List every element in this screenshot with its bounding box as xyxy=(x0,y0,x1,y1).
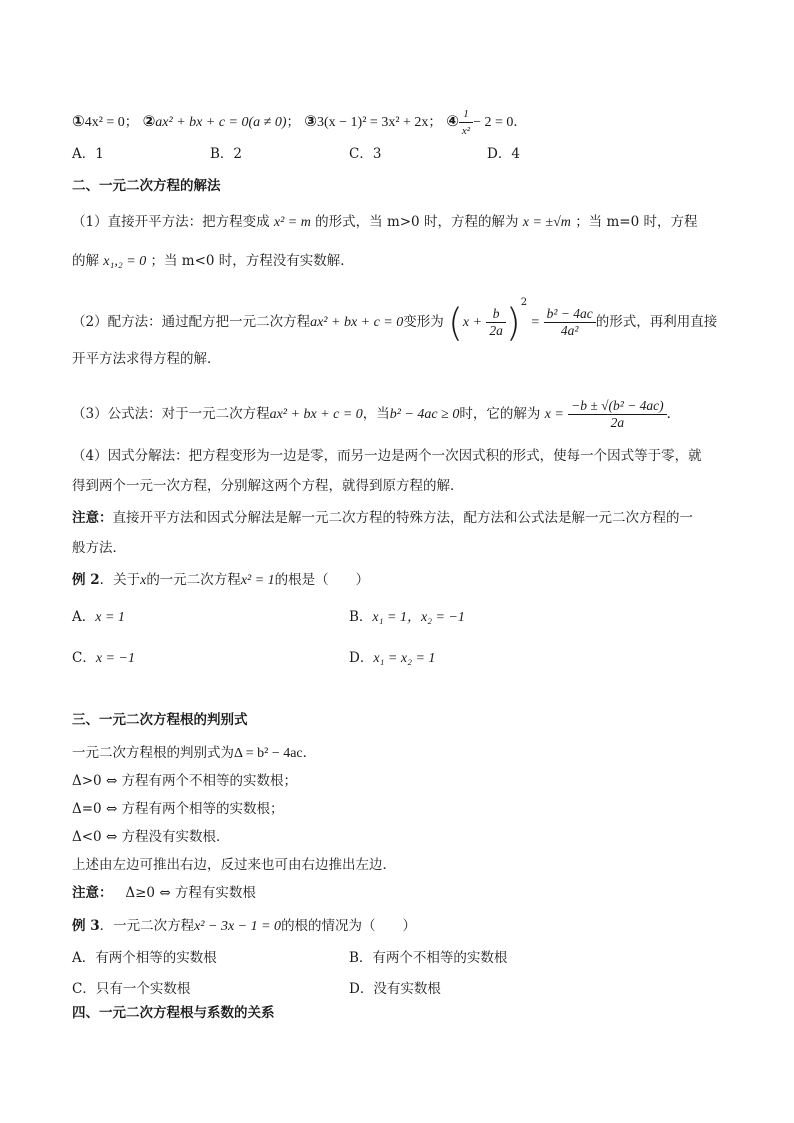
example3-option-c[interactable]: C．只有一个实数根 xyxy=(72,981,191,997)
method1-line1 xyxy=(72,212,697,233)
method3-condition: b² − 4ac ≥ 0 xyxy=(389,407,460,422)
example3-equation: x² − 3x − 1 = 0 xyxy=(194,919,282,934)
method2-text-b: 变形为 xyxy=(403,314,444,330)
q1-item2-equation: ax² + bx + c = 0(a ≠ 0) xyxy=(155,115,287,130)
q1-end: ． xyxy=(513,114,527,130)
q1-option-c[interactable]: C．3 xyxy=(349,146,382,162)
q1-option-a[interactable]: A．1 xyxy=(72,146,104,162)
method3-text-c: 时，它的解为 xyxy=(459,406,541,422)
method3-end: ． xyxy=(666,406,681,422)
example2-equation: x² = 1 xyxy=(240,573,275,588)
square-exponent: 2 xyxy=(520,296,528,308)
fraction-numerator: b xyxy=(486,306,506,323)
option-value: x₁ = x₂ = 1 xyxy=(373,651,436,666)
fraction-numerator: −b ± √(b² − 4ac) xyxy=(568,398,667,415)
method3-text-b: ，当 xyxy=(362,406,390,422)
q1-option-b[interactable]: B．2 xyxy=(210,146,243,162)
q1-separator: ； xyxy=(124,114,139,130)
example3-option-a[interactable]: A．有两个相等的实数根 xyxy=(72,950,217,966)
example2-text-c: 的根是（ ） xyxy=(274,572,370,588)
example3-text-a: ．一元二次方程 xyxy=(99,918,195,934)
method2-text-a: （2）配方法：通过配方把一元二次方程 xyxy=(72,314,311,330)
fraction-numerator: b² − 4ac xyxy=(544,306,596,323)
q1-separator: ； xyxy=(286,114,300,130)
note-text-a: 直接开平方法和因式分解法是解一元二次方程的特殊方法，配方法和公式法是解一元二次方程的一 xyxy=(112,510,693,526)
q1-item4-numerator: 1 xyxy=(459,106,473,123)
q1-item3-equation: 3(x − 1)² = 3x² + 2x xyxy=(317,115,429,130)
q1-item1-equation: 4x² = 0 xyxy=(84,115,125,130)
method4-line1: （4）因式分解法：把方程变形为一边是零，而另一边是两个一次因式积的形式，使每一个因式等于零，就 xyxy=(72,448,702,464)
q1-item4-rest: − 2 = 0 xyxy=(473,115,514,130)
method2-line2: 开平方法求得方程的解． xyxy=(72,351,221,367)
q1-item4-denominator: x² xyxy=(461,125,471,137)
method3-text-a: （3）公式法：对于一元二次方程 xyxy=(72,406,270,422)
right-paren: ) xyxy=(505,300,521,345)
discriminant-text: 一元二次方程根的判别式为 xyxy=(72,745,234,761)
method1-text-c: ；当 m=0 时，方程 xyxy=(575,214,698,230)
method1-solution: x = ±√m xyxy=(522,215,571,230)
q1-item2-number: ② xyxy=(142,112,156,130)
example3-label: 例 3 xyxy=(72,918,100,934)
q1-items xyxy=(72,106,527,139)
method4-line2: 得到两个一元一次方程，分别解这两个方程，就得到原方程的解． xyxy=(72,478,464,494)
method1-equation: x² = m xyxy=(273,215,311,230)
note-text: Δ≥0 ⇔ 方程有实数根 xyxy=(125,885,256,901)
method2-x-term: x + xyxy=(462,315,483,330)
note-label: 注意： xyxy=(72,885,113,901)
fraction-denominator: 4a² xyxy=(560,323,579,338)
method2-b-over-2a xyxy=(486,306,506,339)
quadratic-formula xyxy=(568,398,667,431)
example2-option-a[interactable] xyxy=(72,607,125,628)
q1-item1-number: ① xyxy=(72,112,85,130)
method1-text-e: ；当 m<0 时，方程没有实数解． xyxy=(150,253,354,269)
example2-option-b[interactable] xyxy=(349,607,465,628)
option-value: x = −1 xyxy=(95,651,135,666)
section4-title: 四、一元二次方程根与系数的关系 xyxy=(72,1005,275,1021)
left-paren: ( xyxy=(448,300,463,345)
method2-text-c: 的形式，再利用直接 xyxy=(595,314,718,330)
q1-item3-number: ③ xyxy=(304,112,317,130)
example3-stem xyxy=(72,916,416,937)
example2-var: x xyxy=(140,573,147,588)
example2-option-d[interactable] xyxy=(349,648,435,669)
section2-title: 二、一元二次方程的解法 xyxy=(72,178,221,194)
method3-equation: ax² + bx + c = 0 xyxy=(269,407,363,422)
q1-option-d[interactable]: D．4 xyxy=(487,146,520,162)
section3-line5: 上述由左边可推出右边，反过来也可由右边推出左边． xyxy=(72,857,396,873)
example2-option-c[interactable] xyxy=(72,648,135,669)
q1-separator: ； xyxy=(428,114,442,130)
section3-line1 xyxy=(72,743,316,764)
q1-item4-fraction xyxy=(459,106,473,139)
option-label: D． xyxy=(349,650,374,666)
option-label: C． xyxy=(72,650,96,666)
example3-text-b: 的根的情况为（ ） xyxy=(281,918,417,934)
discriminant-formula: Δ = b² − 4ac xyxy=(234,746,303,761)
method1-line2 xyxy=(72,251,354,272)
method1-text-b: 的形式，当 m>0 时，方程的解为 xyxy=(315,214,519,230)
example3-option-b[interactable]: B．有两个不相等的实数根 xyxy=(349,950,508,966)
discriminant-end: ． xyxy=(302,745,317,761)
section3-line3: Δ=0 ⇔ 方程有两个相等的实数根； xyxy=(72,801,284,817)
section2-note-line1 xyxy=(72,508,693,528)
section3-line4: Δ<0 ⇔ 方程没有实数根． xyxy=(72,829,230,845)
method3-line xyxy=(72,394,680,434)
example2-stem xyxy=(72,570,369,591)
method1-text-a: （1）直接开平方法：把方程变成 xyxy=(72,214,270,230)
option-label: B． xyxy=(349,609,373,625)
method2-line1 xyxy=(72,296,718,345)
section3-note xyxy=(72,883,256,903)
method1-text-d: 的解 xyxy=(72,253,99,269)
option-value: x = 1 xyxy=(95,610,125,625)
method1-double-root: x₁,₂ = 0 xyxy=(103,254,147,269)
fraction-denominator: 2a xyxy=(489,323,503,338)
fraction-denominator: 2a xyxy=(610,415,625,430)
method2-equation: ax² + bx + c = 0 xyxy=(310,315,404,330)
example2-text-a: ．关于 xyxy=(99,572,141,588)
example2-text-b: 的一元二次方程 xyxy=(146,572,241,588)
note-label: 注意： xyxy=(72,510,113,526)
example3-option-d[interactable]: D．没有实数根 xyxy=(349,981,441,997)
option-label: A． xyxy=(72,609,96,625)
method2-equals: = xyxy=(531,315,540,330)
method3-x-equals: x = xyxy=(544,407,564,422)
option-value: x₁ = 1，x₂ = −1 xyxy=(372,610,465,625)
section2-note-line2: 般方法． xyxy=(72,540,126,556)
section3-title: 三、一元二次方程根的判别式 xyxy=(72,712,248,728)
q1-item4-number: ④ xyxy=(446,112,459,130)
method2-right-fraction xyxy=(544,306,596,339)
example2-label: 例 2 xyxy=(72,572,100,588)
section3-line2: Δ>0 ⇔ 方程有两个不相等的实数根； xyxy=(72,773,298,789)
